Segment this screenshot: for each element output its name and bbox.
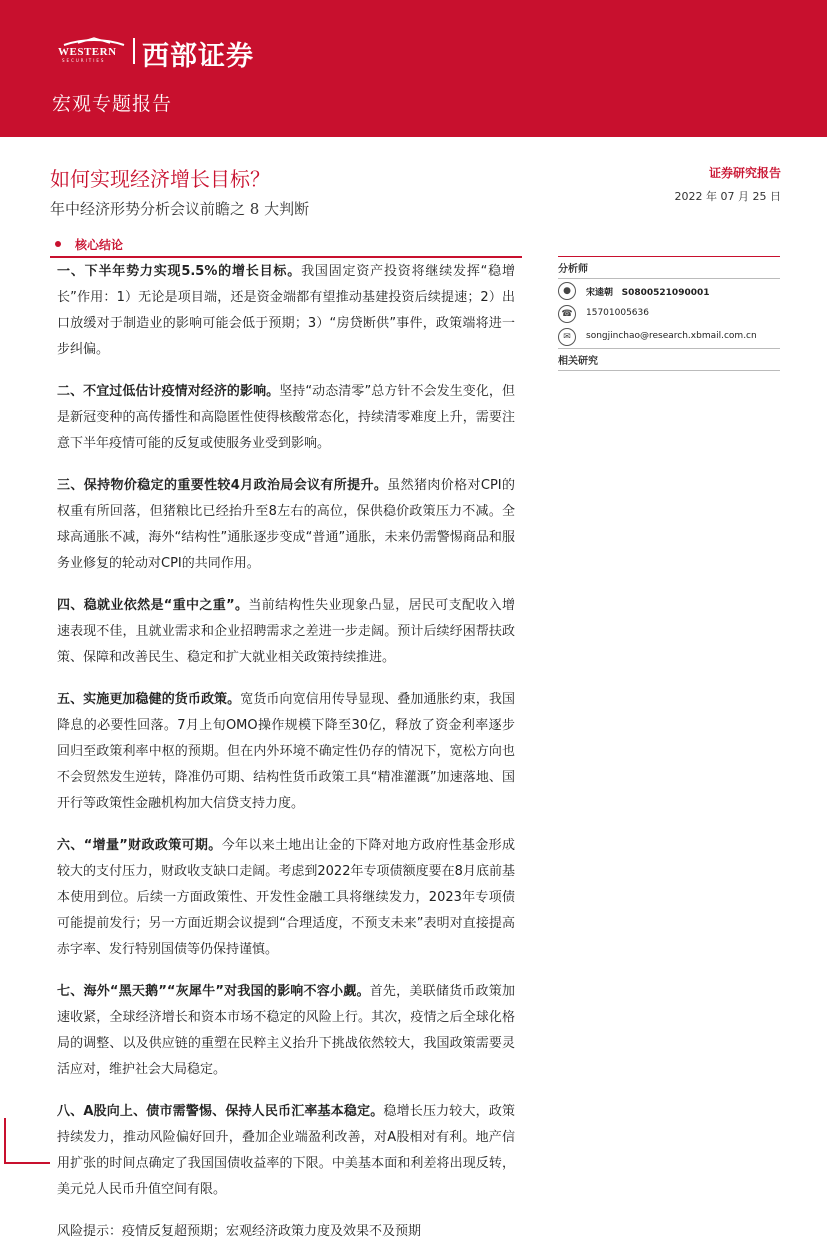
conclusion-body: 虽然猪肉价格对CPI的权重有所回落，但猪粮比已经抬升至8左右的高位，保供稳价政策压力不减。全球高通胀不减，海外“结构性”通胀逐步变成“普通”通胀，未来仍需警惕商品和服务业修复的轮动对CPI的共同作用。 — [57, 478, 515, 571]
conclusion-paragraph — [57, 379, 515, 457]
analyst-phone-row — [558, 302, 780, 325]
sidebar-divider — [558, 256, 780, 257]
analyst-name-row — [558, 279, 780, 302]
conclusion-lead: 五、实施更加稳健的货币政策。 — [57, 692, 241, 707]
page-corner-mark — [0, 1118, 50, 1169]
conclusion-lead: 四、稳就业依然是“重中之重”。 — [57, 598, 249, 613]
conclusion-body: 今年以来土地出让金的下降对地方政府性基金形成较大的支付压力，财政收支缺口走阔。考虑到2022年专项债额度要在8月底前基本使用到位。后续一方面政策性、开发性金融工具将继续发力，2023年专项债可能提前发行；另一方面近期会议提到“合理适度，不预支未来”表明对直接提高赤字率、发行特别国债等仍保持谨慎。 — [57, 838, 515, 957]
conclusion-body: 坚持“动态清零”总方针不会发生变化，但是新冠变种的高传播性和高隐匿性使得核酸常态化，持续清零难度上升，需要注意下半年疫情可能的反复或使服务业受到影响。 — [57, 384, 515, 451]
corner-line-vertical — [4, 1118, 6, 1164]
conclusion-lead: 一、下半年势力实现5.5%的增长目标。 — [57, 264, 302, 279]
logo-english: WESTERN — [58, 46, 117, 58]
corner-line-horizontal — [4, 1162, 50, 1164]
person-icon: ● — [558, 282, 576, 300]
section-divider — [50, 256, 522, 258]
conclusion-paragraph — [57, 1099, 515, 1203]
analyst-sidebar — [558, 256, 780, 371]
conclusion-lead: 八、A股向上、债市需警惕、保持人民币汇率基本稳定。 — [57, 1104, 384, 1119]
email-icon: ✉ — [558, 328, 576, 346]
conclusion-lead: 六、“增量”财政政策可期。 — [57, 838, 222, 853]
logo-divider — [133, 38, 135, 64]
conclusion-body: 我国固定资产投资将继续发挥“稳增长”作用：1）无论是项目端，还是资金端都有望推动基建投资后续提速；2）出口放缓对于制造业的影响可能会低于预期；3）“房贷断供”事件，政策端将进一步纠偏。 — [57, 264, 515, 357]
conclusion-body: 当前结构性失业现象凸显，居民可支配收入增速表现不佳，且就业需求和企业招聘需求之差进一步走阔。预计后续纾困帮扶政策、保障和改善民生、稳定和扩大就业相关政策持续推进。 — [57, 598, 515, 665]
analyst-label: 分析师 — [558, 264, 588, 275]
analyst-name-text — [586, 285, 710, 298]
conclusion-paragraph — [57, 473, 515, 577]
analyst-email[interactable]: songjinchao@research.xbmail.com.cn — [586, 331, 757, 341]
conclusion-paragraph — [57, 979, 515, 1083]
phone-icon: ☎ — [558, 305, 576, 323]
logo-chinese: 西部证券 — [142, 41, 254, 72]
page-subtitle: 年中经济形势分析会议前瞻之 8 大判断 — [50, 200, 310, 218]
core-conclusion-label: 核心结论 — [75, 238, 124, 252]
related-research-label: 相关研究 — [558, 356, 598, 367]
bullet-dot-icon — [55, 241, 61, 247]
conclusion-lead: 二、不宜过低估计疫情对经济的影响。 — [57, 384, 280, 399]
conclusion-body: 宽货币向宽信用传导显现、叠加通胀约束，我国降息的必要性回落。7月上旬OMO操作规模下降至30亿，释放了资金利率逐步回归至政策利率中枢的预期。但在内外环境不确定性仍存的情况下，宽松方向也不会贸然发生逆转，降准仍可期、结构性货币政策工具“精准灌溉”加速落地、国开行等政策性金融机构加大信贷支持力度。 — [57, 692, 515, 811]
report-header — [0, 0, 827, 137]
sidebar-line — [558, 348, 780, 349]
conclusion-lead: 三、保持物价稳定的重要性较4月政治局会议有所提升。 — [57, 478, 388, 493]
analyst-email-row — [558, 325, 780, 348]
logo-english-sub: SECURITIES — [62, 58, 106, 63]
conclusion-lead: 七、海外“黑天鹅”“灰犀牛”对我国的影响不容小觑。 — [57, 984, 370, 999]
core-conclusions — [57, 259, 515, 1245]
page-title: 如何实现经济增长目标？ — [50, 167, 270, 191]
report-date: 2022 年 07 月 25 日 — [674, 190, 781, 203]
conclusion-paragraph — [57, 687, 515, 817]
conclusion-paragraph — [57, 833, 515, 963]
conclusion-body: 稳增长压力较大，政策持续发力，推动风险偏好回升，叠加企业端盈利改善，对A股相对有利。地产信用扩张的时间点确定了我国国债收益率的下限。中美基本面和利差将出现反转，美元兑人民币升值空间有限。 — [57, 1104, 515, 1197]
risk-warning: 风险提示：疫情反复超预期；宏观经济政策力度及效果不及预期 — [57, 1224, 422, 1239]
analyst-license: S0800521090001 — [621, 288, 710, 298]
conclusion-paragraph — [57, 593, 515, 671]
report-type: 宏观专题报告 — [52, 93, 173, 115]
sidebar-line — [558, 370, 780, 371]
conclusion-paragraph — [57, 259, 515, 363]
analyst-name: 宋逵朝 — [586, 288, 614, 298]
conclusion-body: 首先，美联储货币政策加速收紧，全球经济增长和资本市场不稳定的风险上行。其次，疫情之后全球化格局的调整、以及供应链的重塑在民粹主义抬升下挑战依然较大，我国政策需要灵活应对，维护社会大局稳定。 — [57, 984, 515, 1077]
analyst-phone[interactable]: 15701005636 — [586, 308, 649, 318]
report-category-label: 证券研究报告 — [708, 166, 781, 180]
